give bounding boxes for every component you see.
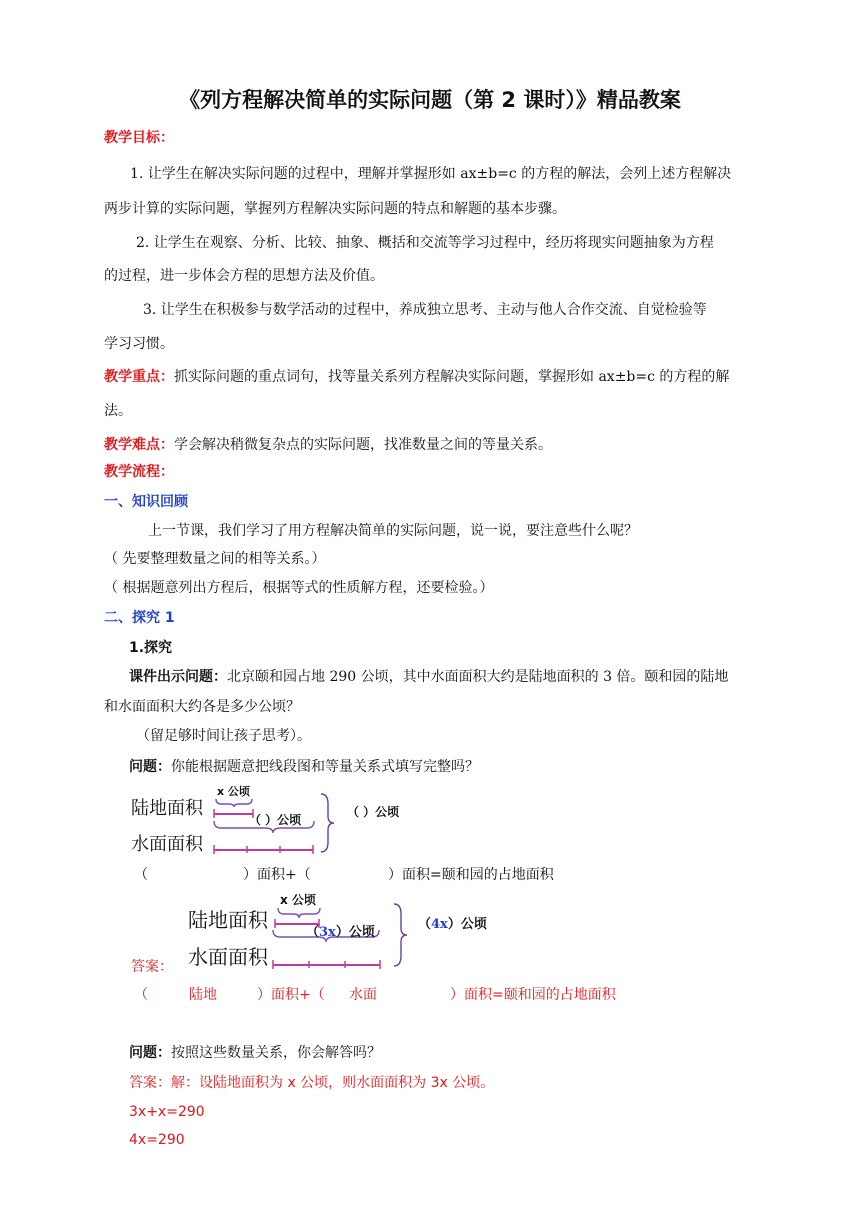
solution-line-1: 答案：解：设陆地面积为 x 公顷，则水面面积为 3x 公顷。: [129, 1075, 495, 1091]
answer-total-value: 4x: [431, 917, 448, 932]
goal-1-line-2: 两步计算的实际问题，掌握列方程解决实际问题的特点和解题的基本步骤。: [104, 201, 566, 217]
relation-answer-middle: ）面积+（: [257, 987, 325, 1003]
question-2-label: 问题：: [129, 1045, 171, 1061]
goal-3-line-1: 3. 让学生在积极参与数学活动的过程中，养成独立思考、主动与他人合作交流、自觉检验等: [143, 302, 707, 318]
section-1-heading: 一、知识回顾: [104, 494, 188, 510]
solution-line-2: 3x+x=290: [129, 1104, 205, 1120]
goal-3-line-2: 学习习惯。: [104, 336, 174, 352]
answer-water-area-label: 水面面积: [188, 945, 268, 969]
total-hectare-blank: （ ）公顷: [347, 805, 400, 819]
relation-answer-end: ）面积=颐和园的占地面积: [450, 987, 616, 1003]
question-2-text: 按照这些数量关系，你会解答吗？: [171, 1045, 381, 1061]
answer-total-close: ）公顷: [447, 917, 487, 932]
answer-total-hectare: [418, 916, 487, 932]
answer-water-open: （: [306, 925, 320, 940]
answer-water-close: ）公顷: [335, 925, 375, 940]
water-hectare-blank: （ ）公顷: [249, 813, 302, 827]
section-1-answer-1: （ 先要整理数量之间的相等关系。）: [104, 551, 326, 567]
difficulty-text: 学会解决稍微复杂点的实际问题，找准数量之间的等量关系。: [174, 437, 552, 453]
x-hectare-label: x 公顷: [217, 785, 250, 798]
question-1-text: 你能根据题意把线段图和等量关系式填写完整吗？: [171, 759, 479, 775]
land-area-label: 陆地面积: [131, 798, 203, 819]
water-area-label: 水面面积: [131, 834, 203, 855]
think-note: （留足够时间让孩子思考）。: [136, 728, 311, 744]
relation-blank-middle: ）面积+（: [243, 867, 311, 883]
answer-x-hectare-label: x 公顷: [280, 893, 316, 907]
key-point-text: 抓实际问题的重点词句，找等量关系列方程解决实际问题，掌握形如 ax±b=c 的方程的解: [174, 369, 730, 385]
section-2-subheading: 1.探究: [129, 640, 173, 656]
solution-line-3: 4x=290: [129, 1132, 185, 1148]
key-point-label: 教学重点：: [104, 369, 174, 385]
difficulty-label: 教学难点：: [104, 437, 174, 453]
relation-blank-end: ）面积=颐和园的占地面积: [388, 867, 554, 883]
answer-total-open: （: [418, 917, 432, 932]
relation-answer-fill-land: 陆地: [189, 987, 217, 1003]
answer-total-brace: [394, 904, 407, 966]
section-1-question: 上一节课，我们学习了用方程解决简单的实际问题，说一说，要注意些什么呢？: [148, 523, 638, 539]
goals-heading: 教学目标：: [104, 130, 174, 146]
relation-answer-open: （: [134, 987, 148, 1003]
flow-heading: 教学流程：: [104, 464, 174, 480]
segment-diagram-answer: [180, 890, 510, 970]
problem-line-2: 和水面面积大约各是多少公顷？: [104, 699, 300, 715]
answer-land-area-label: 陆地面积: [188, 908, 268, 932]
total-brace: [321, 794, 334, 852]
relation-blank-open: （: [134, 867, 148, 883]
segment-diagram-blank: [125, 780, 445, 860]
answer-water-value: 3x: [319, 925, 336, 940]
answer-land-brace: [278, 908, 320, 918]
problem-label: 课件出示问题：: [129, 669, 227, 685]
difficulty: [104, 435, 552, 455]
problem-text: 北京颐和园占地 290 公顷，其中水面面积大约是陆地面积的 3 倍。颐和园的陆地: [227, 669, 729, 685]
question-1: [129, 757, 479, 777]
answer-label: 答案：: [131, 959, 173, 975]
relation-answer-fill-water: 水面: [349, 987, 377, 1003]
goal-2-line-1: 2. 让学生在观察、分析、比较、抽象、概括和交流等学习过程中，经历将现实问题抽象为方程: [136, 235, 714, 251]
question-2: [129, 1043, 381, 1063]
problem-line-1: [129, 667, 728, 687]
key-point-line-1: [104, 367, 729, 387]
key-point-line-2: 法。: [104, 403, 132, 419]
question-1-label: 问题：: [129, 759, 171, 775]
section-1-answer-2: （ 根据题意列出方程后，根据等式的性质解方程，还要检验。）: [104, 580, 494, 596]
page-title: 《列方程解决简单的实际问题（第 2 课时）》精品教案: [179, 88, 681, 112]
section-2-heading: 二、探究 1: [104, 610, 175, 626]
goal-2-line-2: 的过程，进一步体会方程的思想方法及价值。: [104, 268, 384, 284]
answer-water-hectare: [306, 924, 375, 940]
goal-1-line-1: 1. 让学生在解决实际问题的过程中，理解并掌握形如 ax±b=c 的方程的解法，会列上述方程解决: [130, 166, 732, 182]
land-brace: [216, 799, 252, 807]
